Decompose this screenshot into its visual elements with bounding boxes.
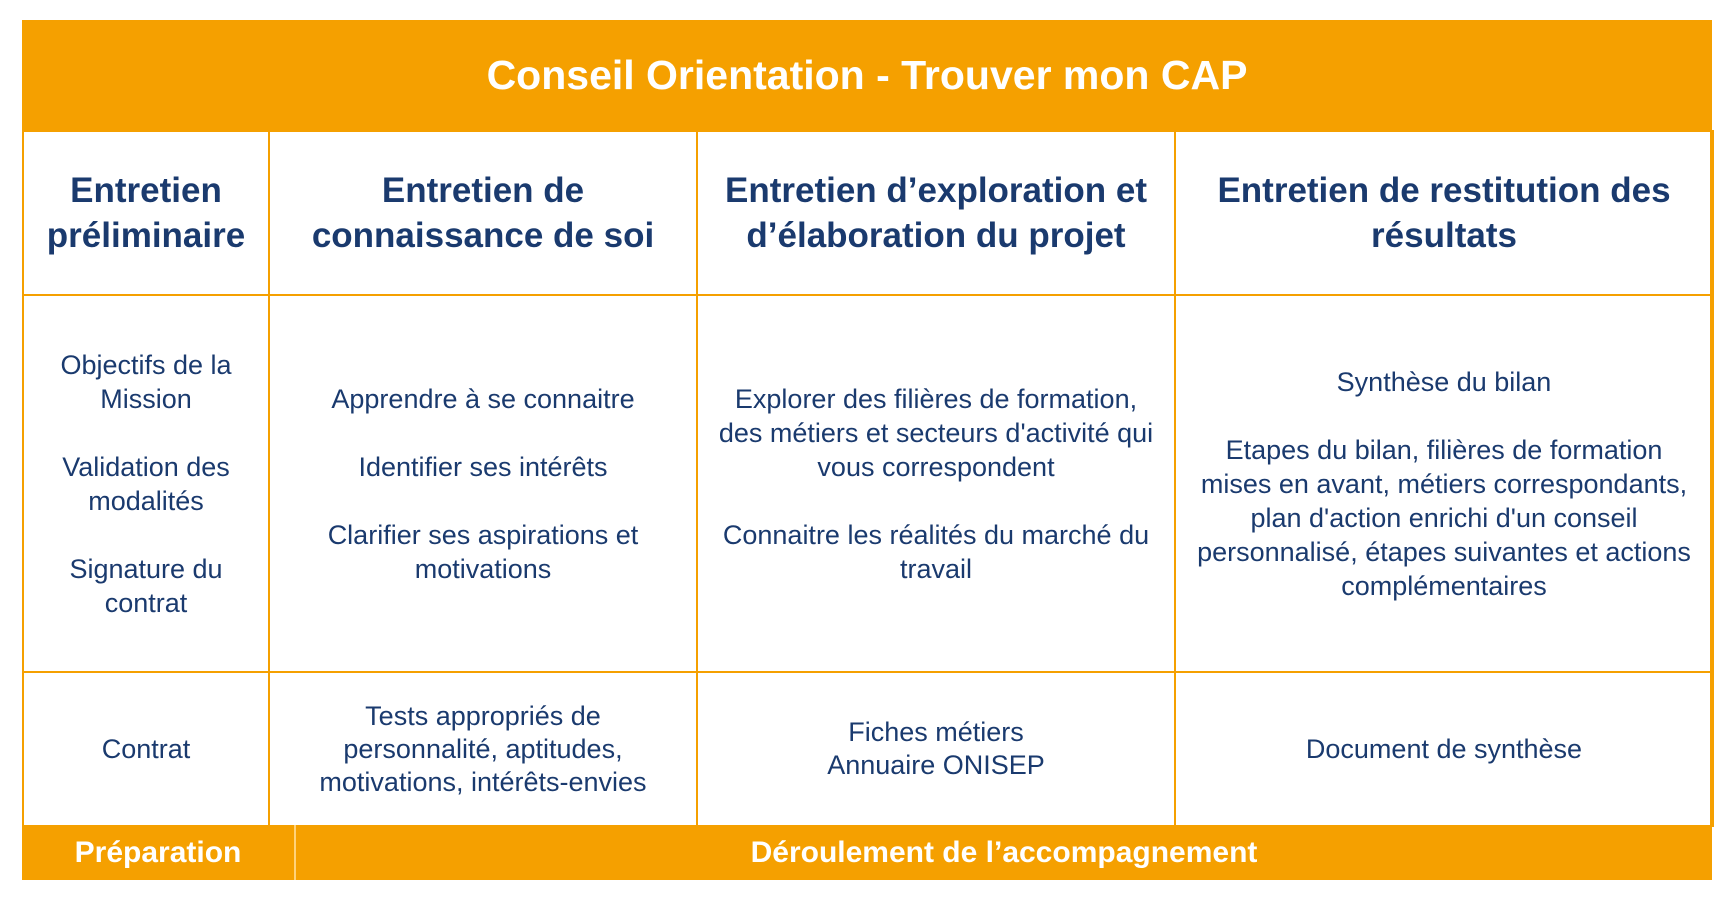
activity-item: Explorer des filières de formation, des métiers et secteurs d'activité qui vous correspondent [718, 383, 1154, 482]
tool-item: Contrat [101, 733, 191, 764]
activities-cell-restitution [1175, 295, 1713, 672]
tool-item: Tests appropriés de personnalité, aptitudes, motivations, intérêts-envies [319, 700, 647, 797]
title-text: Conseil Orientation - Trouver mon CAP [486, 51, 1248, 98]
header-cell-restitution: Entretien de restitution des résultats [1175, 131, 1713, 295]
activities-row [23, 295, 1713, 672]
orientation-table [22, 130, 1714, 827]
activities-cell-exploration [697, 295, 1175, 672]
tools-cell-preliminaire [23, 672, 269, 826]
activity-item: Objectifs de la Mission [60, 349, 232, 414]
footer-deroulement-label: Déroulement de l’accompagnement [750, 835, 1258, 869]
activity-item: Signature du contrat [69, 553, 223, 618]
header-cell-preliminaire: Entretien préliminaire [23, 131, 269, 295]
page-title [22, 20, 1712, 130]
tools-cell-connaissance [269, 672, 697, 826]
footer-preparation-label: Préparation [74, 835, 242, 869]
tool-item: Document de synthèse [1305, 733, 1583, 764]
activities-cell-preliminaire [23, 295, 269, 672]
activities-cell-connaissance [269, 295, 697, 672]
activity-item: Connaitre les réalités du marché du travail [722, 519, 1150, 584]
activity-item: Synthèse du bilan [1336, 366, 1552, 397]
footer-bar [22, 825, 1712, 880]
footer-deroulement [296, 825, 1712, 880]
tools-cell-restitution [1175, 672, 1713, 826]
activity-item: Apprendre à se connaitre [331, 383, 635, 414]
tool-item: Annuaire ONISEP [827, 750, 1045, 780]
footer-preparation [22, 825, 296, 880]
header-cell-exploration: Entretien d’exploration et d’élaboration du projet [697, 131, 1175, 295]
header-cell-connaissance: Entretien de connaissance de soi [269, 131, 697, 295]
activity-item: Validation des modalités [62, 451, 230, 516]
activity-item: Identifier ses intérêts [358, 451, 608, 482]
activity-item: Clarifier ses aspirations et motivations [327, 519, 639, 584]
tools-cell-exploration [697, 672, 1175, 826]
activity-item: Etapes du bilan, filières de formation mises en avant, métiers correspondants, plan d'action enrichi d'un conseil personnalisé, étapes suivantes et actions complémentaires [1197, 434, 1691, 601]
tools-row [23, 672, 1713, 826]
header-row [23, 131, 1713, 295]
tool-item: Fiches métiers [848, 717, 1024, 747]
